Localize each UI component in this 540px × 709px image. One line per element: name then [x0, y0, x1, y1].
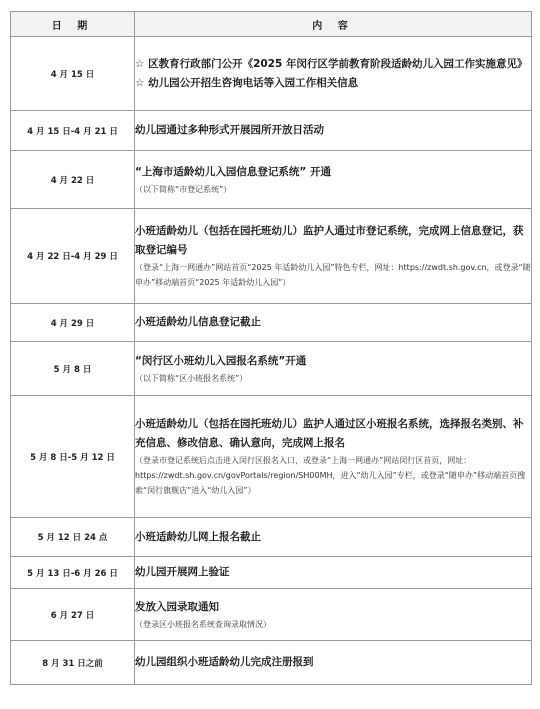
content-column-header: 内 容 [135, 12, 532, 37]
row-content [135, 396, 532, 518]
enrollment-schedule-table [10, 11, 532, 685]
row-main-text: ☆ 区教育行政部门公开《2025 年闵行区学前教育阶段适龄幼儿入园工作实施意见》 [135, 57, 528, 70]
row-date: 4 月 15 日-4 月 21 日 [11, 111, 135, 151]
table-row [11, 557, 532, 589]
row-note-text: （登录区小班报名系统查询录取情况） [135, 619, 271, 629]
table-row [11, 304, 532, 342]
row-content [135, 304, 532, 342]
row-main-text: 小班适龄幼儿网上报名截止 [135, 530, 261, 543]
row-main-text: 幼儿园通过多种形式开展园所开放日活动 [135, 124, 324, 136]
row-main-text: ☆ 幼儿园公开招生咨询电话等入园工作相关信息 [135, 76, 359, 89]
table-row [11, 589, 532, 641]
table-row [11, 151, 532, 209]
row-main-text: 发放入园录取通知 [135, 600, 219, 613]
table-row [11, 111, 532, 151]
row-main-text: “闵行区小班幼儿入园报名系统”开通 [135, 354, 307, 367]
row-date: 8 月 31 日之前 [11, 641, 135, 685]
row-date: 4 月 22 日-4 月 29 日 [11, 209, 135, 304]
row-main-text: 幼儿园组织小班适龄幼儿完成注册报到 [135, 656, 314, 668]
row-note-text: （登录“上海一网通办”网站首页“2025 年适龄幼儿入园”特色专栏，网址：https://zwdt.sh.gov.cn，或登录“随申办”移动端首页“2025 年适龄幼儿入园”） [135, 263, 531, 287]
row-content [135, 111, 532, 151]
row-content [135, 151, 532, 209]
row-main-text: 幼儿园开展网上验证 [135, 566, 230, 578]
table-row [11, 209, 532, 304]
row-main-text: 小班适龄幼儿信息登记截止 [135, 316, 261, 328]
row-main-text: 小班适龄幼儿（包括在园托班幼儿）监护人通过市登记系统，完成网上信息登记，获取登记编号 [135, 225, 524, 256]
table-row [11, 37, 532, 111]
table-row [11, 342, 532, 396]
row-date: 5 月 12 日 24 点 [11, 518, 135, 557]
row-date: 5 月 8 日 [11, 342, 135, 396]
row-content [135, 641, 532, 685]
row-content [135, 557, 532, 589]
row-content [135, 37, 532, 111]
date-column-header: 日 期 [11, 12, 135, 37]
table-row [11, 518, 532, 557]
row-note-text: （登录市登记系统后点击进入闵行区报名入口，或登录“上海一网通办”网站闵行区首页，网址：https://zwdt.sh.gov.cn/govPortals/region/SH00MH，进入“幼儿入园”专栏，或登录“随申办”移动端首页搜索“闵行旗舰店”进入“幼儿入园”） [135, 456, 526, 495]
row-main-text: 小班适龄幼儿（包括在园托班幼儿）监护人通过区小班报名系统，选择报名类别、补充信息、修改信息、确认意向，完成网上报名 [135, 418, 524, 449]
row-content [135, 589, 532, 641]
row-note-text: （以下简称“市登记系统”） [135, 184, 232, 194]
row-note-text: （以下简称“区小班报名系统”） [135, 373, 248, 383]
row-content [135, 342, 532, 396]
row-date: 5 月 13 日-6 月 26 日 [11, 557, 135, 589]
row-content [135, 209, 532, 304]
table-row [11, 396, 532, 518]
row-main-text: “上海市适龄幼儿入园信息登记系统” 开通 [135, 165, 331, 178]
row-content [135, 518, 532, 557]
row-date: 4 月 29 日 [11, 304, 135, 342]
row-date: 4 月 15 日 [11, 37, 135, 111]
row-date: 5 月 8 日-5 月 12 日 [11, 396, 135, 518]
row-date: 6 月 27 日 [11, 589, 135, 641]
table-row [11, 641, 532, 685]
table-header-row [11, 12, 532, 37]
row-date: 4 月 22 日 [11, 151, 135, 209]
